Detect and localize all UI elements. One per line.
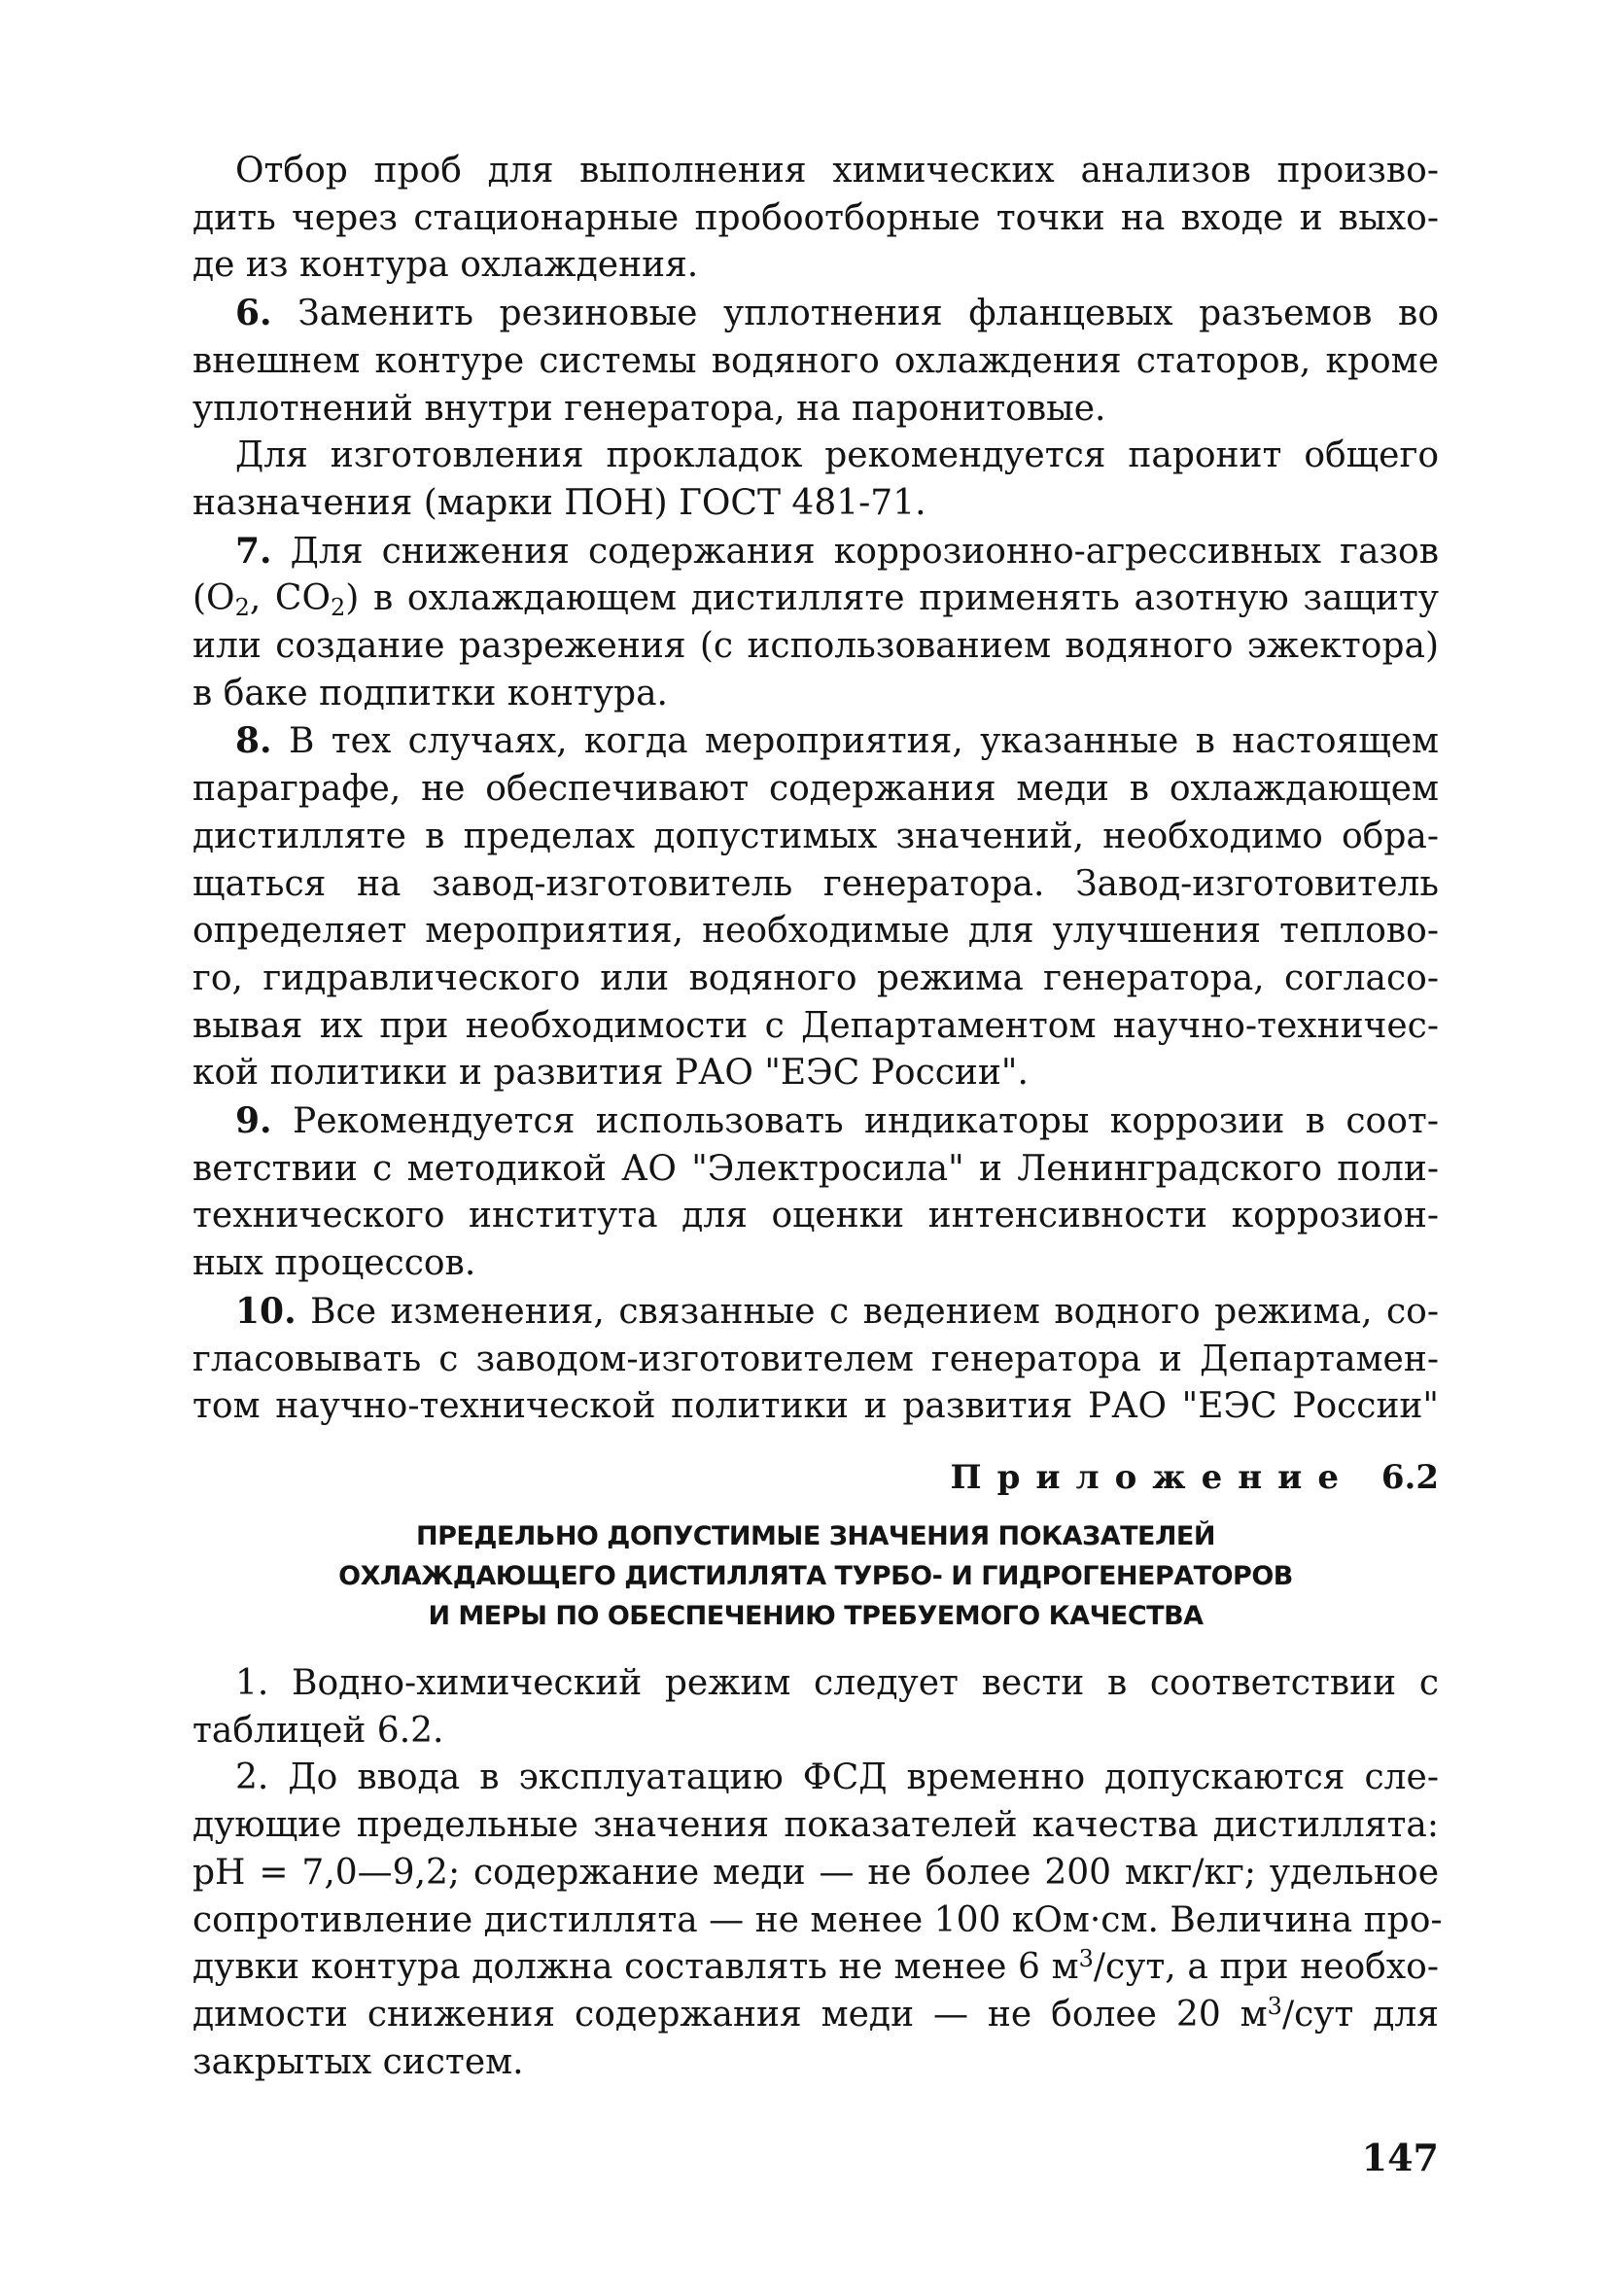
title-line: И МЕРЫ ПО ОБЕСПЕЧЕНИЮ ТРЕБУЕМОГО КАЧЕСТВА [428, 1601, 1204, 1631]
text-line: pH = 7,0—9,2; содержание меди — не более 200 мкг/кг; удельное [192, 1852, 1439, 1893]
list-item-6-line: 6. Заменить резиновые уплотнения фланцевых разъемов во [235, 293, 1439, 334]
text-line: дистилляте в пределах допустимых значений, необходимо обра- [192, 816, 1439, 856]
text-line: закрытых систем. [192, 2041, 524, 2082]
item-number: 10. [235, 1290, 297, 1332]
text-line: ных процессов. [192, 1243, 476, 1284]
item-number: 9. [235, 1100, 272, 1142]
text-line: параграфе, не обеспечивают содержания меди в охлаждающем [192, 769, 1439, 810]
appendix-body [192, 1660, 1443, 2086]
appendix-label: Приложение [950, 1458, 1354, 1497]
text-line: Для изготовления прокладок рекомендуется паронит общего [235, 435, 1439, 476]
text-line: димости снижения содержания меди — не более 20 $м^3$/сут для [192, 1992, 1440, 2035]
text-line: дувки контура должна составлять не менее 6 $м^3$/сут, а при необхо- [192, 1945, 1439, 1988]
list-item-8-line: 8. В тех случаях, когда мероприятия, указанные в настоящем [235, 720, 1439, 762]
text-line: уплотнений внутри генератора, на паронитовые. [192, 388, 1106, 429]
text-line: 1. Водно-химический режим следует вести в соответствии с [235, 1663, 1439, 1703]
appendix-number: 6.2 [1380, 1458, 1439, 1497]
appendix-heading [192, 1458, 1439, 1497]
text-line: дующие предельные значения показателей качества дистиллята: [192, 1805, 1439, 1846]
text-line: кой политики и развития РАО "ЕЭС России". [192, 1053, 1029, 1094]
item-number: 8. [235, 720, 272, 762]
text-line: вывая их при необходимости с Департаментом научно-техничес- [192, 1005, 1439, 1046]
text-line: назначения (марки ПОН) ГОСТ 481-71. [192, 482, 926, 523]
text-line: в баке подпитки контура. [192, 673, 668, 713]
page-number: 147 [1361, 2136, 1439, 2179]
text-line: гласовывать с заводом-изготовителем генератора и Департамен- [192, 1339, 1439, 1379]
item-number: 7. [235, 530, 272, 572]
text-line: том научно-технической политики и развития РАО "ЕЭС России" [192, 1386, 1439, 1427]
text-line: де из контура охлаждения. [192, 245, 699, 286]
text-line: внешнем контуре системы водяного охлаждения статоров, кроме [192, 340, 1439, 381]
item-number: 6. [235, 293, 272, 334]
text-line: ветствии с методикой АО "Электросила" и Ленинградского поли- [192, 1148, 1439, 1189]
text-line: ($O_2$, $CO_2$) в охлаждающем дистилляте применять азотную защиту [192, 578, 1439, 622]
text-line: 2. До ввода в эксплуатацию ФСД временно допускаются сле- [235, 1757, 1439, 1798]
title-line: ПРЕДЕЛЬНО ДОПУСТИМЫЕ ЗНАЧЕНИЯ ПОКАЗАТЕЛЕЙ [416, 1521, 1215, 1551]
title-line: ОХЛАЖДАЮЩЕГО ДИСТИЛЛЯТА ТУРБО- И ГИДРОГЕНЕРАТОРОВ [338, 1561, 1293, 1591]
text-line: го, гидравлического или водяного режима генератора, согласо- [192, 957, 1439, 998]
section-title [192, 1516, 1439, 1636]
text-line: сопротивление дистиллята — не менее 100 кОм·см. Величина про- [192, 1899, 1443, 1940]
list-item-7-line: 7. Для снижения содержания коррозионно-агрессивных газов [235, 530, 1439, 572]
main-body [192, 148, 1439, 1431]
text-line: технического института для оценки интенсивности коррозион- [192, 1196, 1439, 1236]
text-line: или создание разрежения (с использованием водяного эжектора) [192, 626, 1439, 667]
text-line: определяет мероприятия, необходимые для улучшения теплово- [192, 911, 1439, 952]
list-item-10-line: 10. Все изменения, связанные с ведением водного режима, со- [235, 1290, 1439, 1332]
text-line: дить через стационарные пробоотборные точки на входе и выхо- [192, 197, 1439, 238]
text-line: щаться на завод-изготовитель генератора. Завод-изготовитель [192, 863, 1439, 904]
list-item-9-line: 9. Рекомендуется использовать индикаторы коррозии в соот- [235, 1100, 1439, 1142]
text-line: таблицей 6.2. [192, 1710, 444, 1751]
text-line: Отбор проб для выполнения химических анализов произво- [235, 151, 1439, 191]
